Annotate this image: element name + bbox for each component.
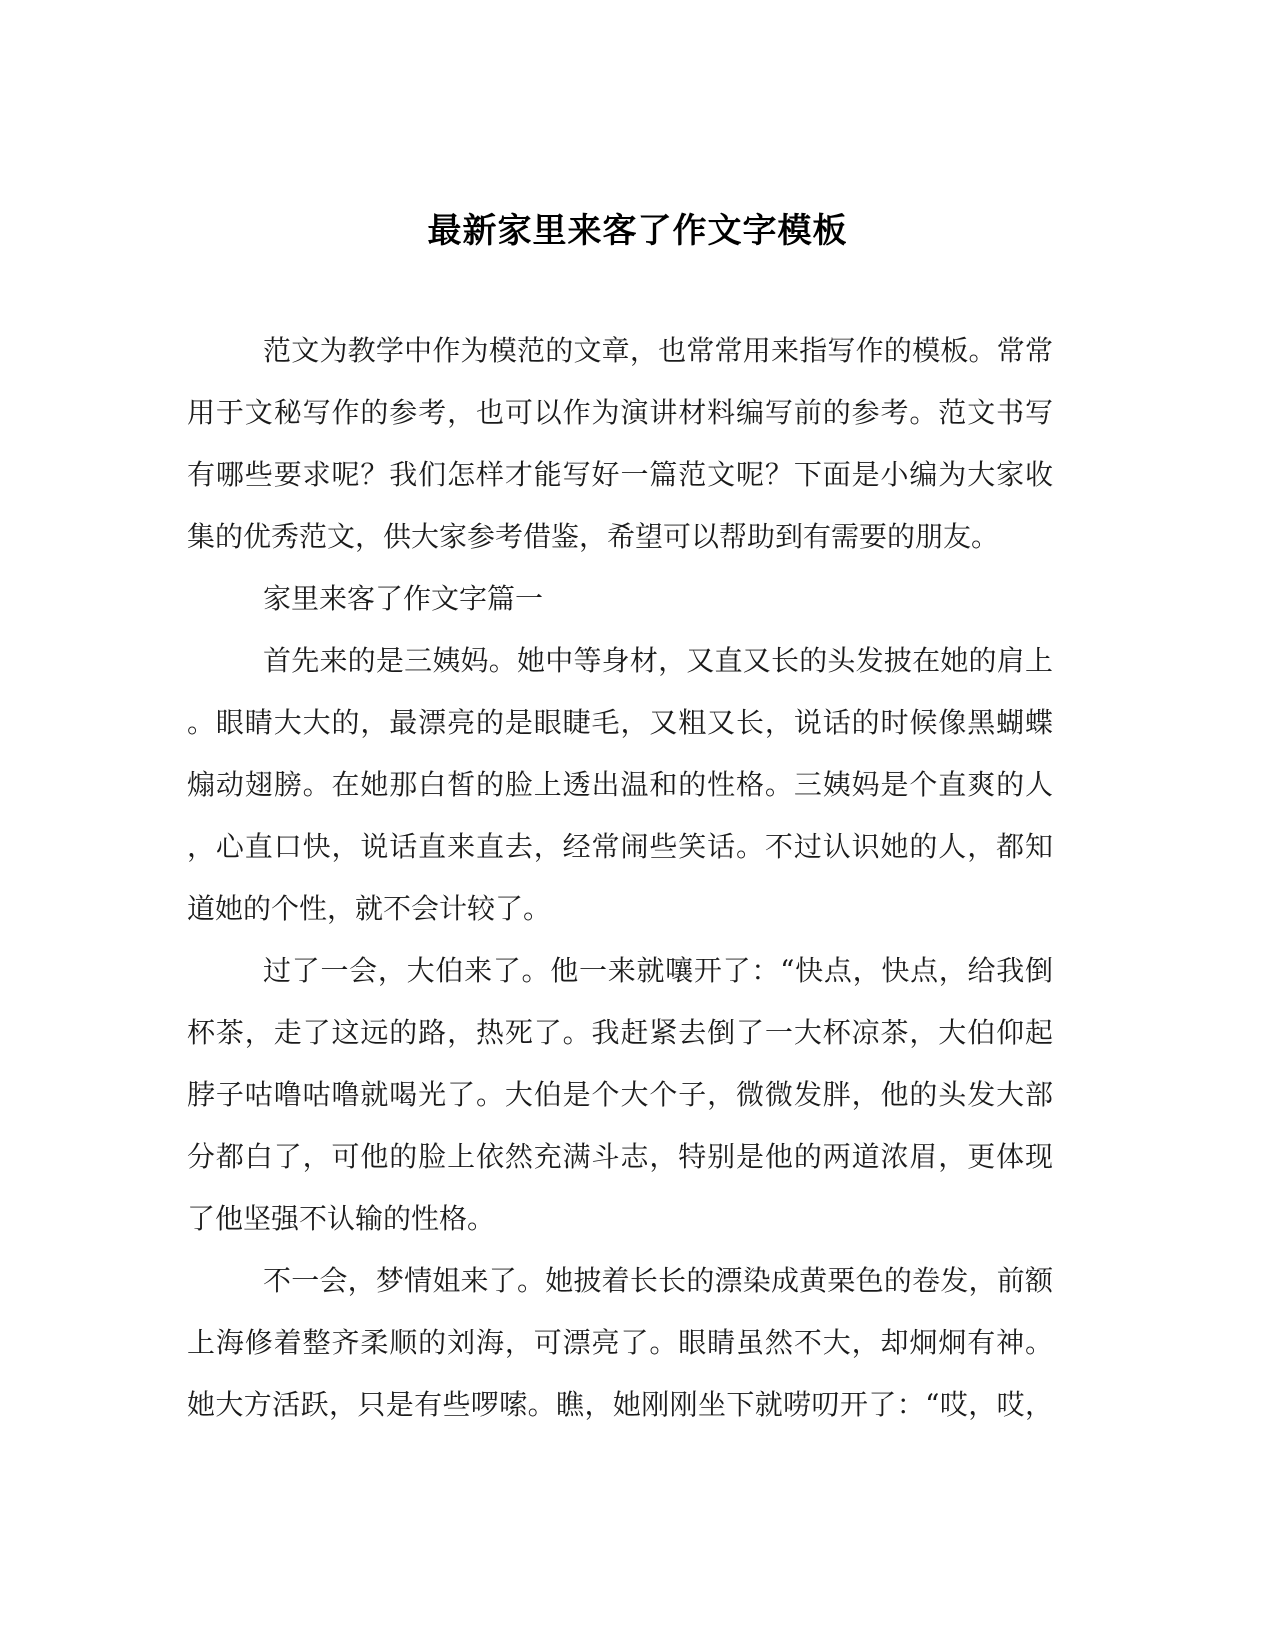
text-line: 不一会，梦情姐来了。她披着长长的漂染成黄栗色的卷发，前额 [263, 1264, 1053, 1297]
text-line: 有哪些要求呢？我们怎样才能写好一篇范文呢？下面是小编为大家收 [187, 458, 1053, 491]
text-line: 用于文秘写作的参考，也可以作为演讲材料编写前的参考。范文书写 [187, 396, 1053, 429]
text-line: 分都白了，可他的脸上依然充满斗志，特别是他的两道浓眉，更体现 [187, 1140, 1053, 1173]
paragraph [187, 320, 1053, 568]
text-line: 脖子咕噜咕噜就喝光了。大伯是个大个子，微微发胖，他的头发大部 [187, 1078, 1053, 1111]
text-line: 了他坚强不认输的性格。 [187, 1202, 496, 1235]
document-body [187, 320, 1053, 1436]
text-line: 杯茶，走了这远的路，热死了。我赶紧去倒了一大杯凉茶，大伯仰起 [187, 1016, 1053, 1049]
paragraph [187, 1250, 1053, 1436]
text-line: 首先来的是三姨妈。她中等身材，又直又长的头发披在她的肩上 [263, 644, 1053, 677]
text-line: ，心直口快，说话直来直去，经常闹些笑话。不过认识她的人，都知 [187, 830, 1053, 863]
paragraph [187, 940, 1053, 1250]
text-line: 道她的个性，就不会计较了。 [187, 892, 552, 925]
text-line: 范文为教学中作为模范的文章，也常常用来指写作的模板。常常 [263, 334, 1053, 367]
paragraph [187, 568, 1053, 630]
text-line: 集的优秀范文，供大家参考借鉴，希望可以帮助到有需要的朋友。 [187, 520, 1000, 553]
text-line: 煽动翅膀。在她那白皙的脸上透出温和的性格。三姨妈是个直爽的人 [187, 768, 1053, 801]
text-line: 过了一会，大伯来了。他一来就嚷开了：“快点，快点，给我倒 [263, 954, 1053, 987]
text-line: 家里来客了作文字篇一 [263, 582, 544, 615]
text-line: 她大方活跃，只是有些啰嗦。瞧，她刚刚坐下就唠叨开了：“哎，哎， [187, 1388, 1053, 1421]
text-line: 。眼睛大大的，最漂亮的是眼睫毛，又粗又长，说话的时候像黑蝴蝶 [187, 706, 1053, 739]
document-title: 最新家里来客了作文字模板 [427, 212, 848, 250]
paragraph [187, 630, 1053, 940]
text-line: 上海修着整齐柔顺的刘海，可漂亮了。眼睛虽然不大，却炯炯有神。 [187, 1326, 1053, 1359]
